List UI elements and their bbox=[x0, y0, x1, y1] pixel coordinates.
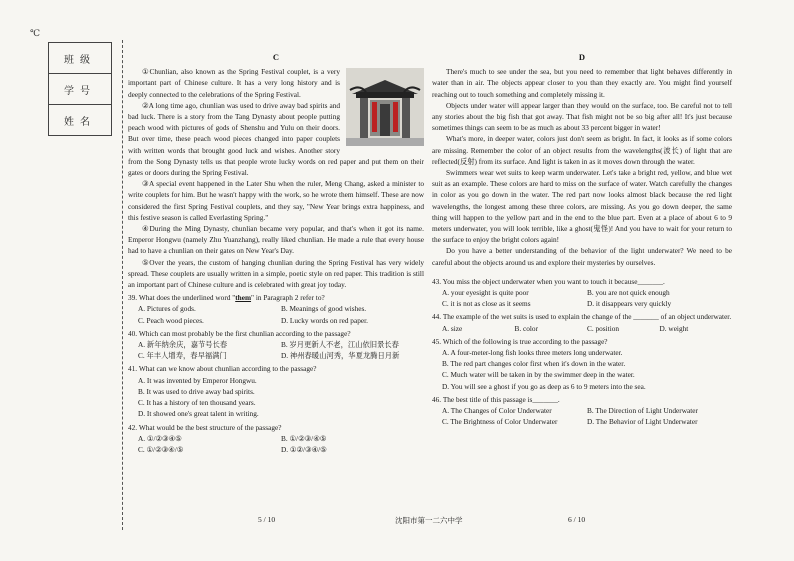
question-stem: 46. The best title of this passage is_______. bbox=[432, 394, 560, 404]
option-b[interactable]: B. The Direction of Light Underwater bbox=[587, 406, 698, 416]
question-43 bbox=[432, 276, 732, 310]
options bbox=[432, 287, 732, 309]
passage-d-title: D bbox=[578, 52, 586, 62]
option-b[interactable]: B. 岁月更新人不老，江山依旧景长春 bbox=[281, 340, 399, 350]
stem-part: " in Paragraph 2 refer to? bbox=[251, 293, 325, 303]
question-stem: 41. What can we know about chunlian according to the passage? bbox=[128, 364, 317, 374]
passage-d bbox=[432, 52, 732, 428]
question-stem: 45. Which of the following is true according to the passage? bbox=[432, 336, 608, 346]
option-a[interactable]: A. It was invented by Emperor Hongwu. bbox=[138, 375, 257, 385]
binding-line bbox=[122, 40, 123, 530]
options bbox=[128, 433, 424, 455]
question-stem: 44. The example of the wet suits is used to explain the change of the _______ of an object underwater. bbox=[432, 312, 732, 322]
option-c[interactable]: C. The Brightness of Color Underwater bbox=[442, 417, 558, 427]
option-d[interactable]: D. ①②/③④/⑤ bbox=[281, 444, 327, 454]
option-b[interactable]: B. color bbox=[514, 323, 539, 333]
question-stem: 40. Which can most probably be the first chunlian according to the passage? bbox=[128, 328, 351, 338]
option-a[interactable]: A. A four-meter-long fish looks three meters long underwater. bbox=[442, 348, 623, 358]
option-c[interactable]: C. Peach wood pieces. bbox=[138, 315, 204, 325]
option-c[interactable]: C. It has a history of ten thousand years. bbox=[138, 398, 256, 408]
question-40 bbox=[128, 328, 424, 362]
option-b[interactable]: B. ①/②③/④⑤ bbox=[281, 433, 327, 443]
page-number-right: 6 / 10 bbox=[568, 515, 586, 524]
option-c[interactable]: C. 年丰人增寿，春早福满门 bbox=[138, 351, 227, 361]
passage-c bbox=[128, 52, 424, 455]
question-45 bbox=[432, 336, 732, 392]
question-41 bbox=[128, 363, 424, 419]
option-a[interactable]: A. ①/②③④⑤ bbox=[138, 433, 182, 443]
question-44 bbox=[432, 311, 732, 333]
corner-mark: ℃ bbox=[30, 28, 41, 38]
school-name: 沈阳市第一二六中学 bbox=[395, 516, 463, 525]
passage-c-title: C bbox=[272, 52, 280, 62]
option-c[interactable]: C. ①/②③④/⑤ bbox=[138, 444, 184, 454]
page-number-left: 5 / 10 bbox=[258, 515, 276, 524]
question-stem: 42. What would be the best structure of the passage? bbox=[128, 422, 282, 432]
options bbox=[128, 339, 424, 361]
passage-d-para-5: Do you have a better understanding of the behavior of the light underwater? We need to be careful about the objects around us and explore their mysteries by ourselves. bbox=[432, 246, 732, 267]
option-b[interactable]: B. It was used to drive away bad spirits. bbox=[138, 386, 255, 396]
passage-d-para-2: Objects under water will appear larger than they would on the surface, too. Be careful not to tell any stories about the big fish that got away. That fish might not be so big after all! It's just because sometimes things can seem to be as much as about 33 percent bigger in water! bbox=[432, 100, 732, 133]
passage-c-para-3: ③A special event happened in the Later Shu when the ruler, Meng Chang, asked a minister to write couplets for him. But he wasn't happy with the work, so he wrote them himself. These are now considered the first Spring Festival couplets, and they say, "New Year brings extra happiness, and this festive season is called Everlasting Spring." bbox=[128, 179, 424, 222]
option-c[interactable]: C. Much water will be taken in by the swimmer deep in the water. bbox=[442, 370, 635, 380]
option-b[interactable]: B. The red part changes color first when it's down in the water. bbox=[442, 359, 626, 369]
chinese-gate-illustration bbox=[346, 68, 424, 146]
class-field: 班级 bbox=[49, 43, 111, 74]
student-number-field: 学号 bbox=[49, 74, 111, 105]
option-b[interactable]: B. Meanings of good wishes. bbox=[281, 304, 367, 314]
question-39 bbox=[128, 292, 424, 326]
question-46 bbox=[432, 394, 732, 428]
option-d[interactable]: D. The Behavior of Light Underwater bbox=[587, 417, 698, 427]
option-c[interactable]: C. it is not as close as it seems bbox=[442, 299, 531, 309]
option-d[interactable]: D. weight bbox=[659, 323, 689, 333]
question-stem bbox=[128, 292, 424, 303]
underlined-word: them bbox=[235, 293, 252, 303]
options bbox=[128, 303, 424, 325]
option-c[interactable]: C. position bbox=[587, 323, 620, 333]
option-d[interactable]: D. It showed one's great talent in writing. bbox=[138, 409, 259, 419]
name-field: 姓名 bbox=[64, 116, 96, 128]
passage-d-para-3: What's more, in deeper water, colors just don't seem as bright. In fact, it looks as if some colors are missing. Remember the color of an object results from the wavelengths(波长) of light that are reflected(反射) from its surface. And light is taken in as it moves down through the water. bbox=[432, 134, 732, 166]
options bbox=[432, 405, 732, 427]
question-stem: 43. You miss the object underwater when you want to touch it because_______. bbox=[432, 276, 665, 286]
option-d[interactable]: D. Lucky words on red paper. bbox=[281, 315, 368, 325]
passage-c-para-2: ②A long time ago, chunlian was used to drive away bad spirits and bad luck. There is a story from the Tang Dynasty about people putting peach wood with pictures of gods of Shenshu and Yulu on their doors. But over time, these peach wood pieces changed into paper couplets with written words that brought good luck and wishes. Another story from the Song Dynasty tells us that people wrote lucky words on red paper and put them on their gates or doors during the Spring Festival. bbox=[128, 100, 424, 178]
passage-c-para-1: ①Chunlian, also known as the Spring Festival couplet, is a very important part of Chinese culture. It has a very long history and is deeply connected to the celebrations of the Spring Festival. bbox=[128, 67, 340, 99]
option-a[interactable]: A. The Changes of Color Underwater bbox=[442, 406, 552, 416]
stem-part: 39. What does the underlined word " bbox=[128, 293, 236, 303]
options bbox=[432, 323, 732, 334]
option-b[interactable]: B. you are not quick enough bbox=[587, 288, 670, 298]
passage-c-para-4: ④During the Ming Dynasty, chunlian became very popular, and that's when it got its name. Emperor Hongwu (namely Zhu Yuanzhang), really liked chunlian. He made a rule that every house had to have a chunlian on their gates on New Year's Day. bbox=[128, 224, 424, 256]
option-a[interactable]: A. your eyesight is quite poor bbox=[442, 288, 529, 298]
option-a[interactable]: A. Pictures of gods. bbox=[138, 304, 196, 314]
option-a[interactable]: A. size bbox=[442, 323, 463, 333]
passage-d-para-4: Swimmers wear wet suits to keep warm underwater. Let's take a bright red, yellow, and blue wet suit as an example. These colors are hard to miss on the surface of water. Watch carefully the changes in color as you go down in the water. The red part now looks almost black because the red light wavelengths, the longest among these three colors, are missing. As you go down deeper, the same thing will happen to the yellow part and in the end to the blue part. Even at a place of about 6 to 9 meters underwater, you will look terrible, like a ghost(鬼怪)! And you have to wait for your return to the surface to enjoy the bright colors again! bbox=[432, 168, 732, 245]
option-d[interactable]: D. You will see a ghost if you go as deep as 6 to 9 meters into the sea. bbox=[442, 381, 646, 391]
option-d[interactable]: D. it disappears very quickly bbox=[587, 299, 672, 309]
option-a[interactable]: A. 新年纳余庆，嘉节号长春 bbox=[138, 340, 228, 350]
passage-d-para-1: There's much to see under the sea, but you need to remember that light behaves differently in water than in air. The objects appear closer to you than they exactly are. You might find yourself reaching out to touch something and completely missing it. bbox=[432, 67, 732, 99]
option-d[interactable]: D. 神州春暖山河秀，华夏龙腾日月新 bbox=[281, 351, 400, 361]
passage-c-para-5: ⑤Over the years, the custom of hanging chunlian during the Spring Festival has very widely spread. These couplets are usually written in a simple, poetic style on red paper. This tradition is still an important part of Chinese culture and is celebrated with great joy today. bbox=[128, 257, 424, 290]
student-info-box bbox=[48, 42, 112, 136]
question-42 bbox=[128, 422, 424, 456]
